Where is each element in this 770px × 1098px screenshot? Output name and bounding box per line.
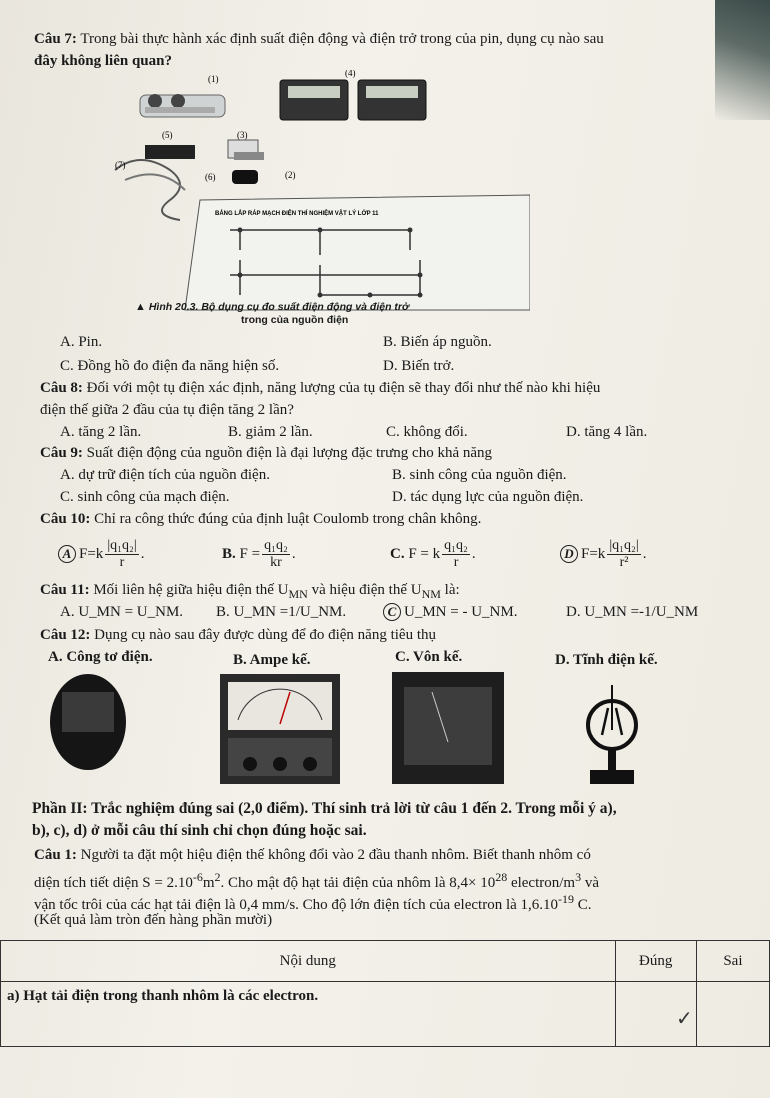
q12-line1: Câu 12: Dụng cụ nào sau đây được dùng để đo điện năng tiêu thụ (40, 627, 436, 643)
fig-label-5: (5) (162, 130, 173, 140)
fig-label-7: (7) (115, 160, 126, 170)
fig-label-2: (2) (285, 170, 296, 180)
p2q1-line4: (Kết quả làm tròn đến hàng phần mười) (34, 912, 273, 928)
q7-title: Câu 7: (34, 31, 77, 47)
q8-line2: điện thế giữa 2 đầu của tụ điện tăng 2 lần? (40, 402, 294, 418)
q9-option-d[interactable]: D. tác dụng lực của nguồn điện. (392, 489, 584, 505)
figure-caption-2: trong của nguồn điện (241, 314, 349, 326)
p2q1-line3: vận tốc trôi của các hạt tải điện là 0,4 mm/s. Cho độ lớn điện tích của electron là $1,6.10^{-19}$ C. (34, 892, 592, 913)
table-header-false: Sai (696, 941, 769, 982)
battery-pack-image (140, 94, 225, 117)
selected-circle-mark: C (383, 603, 401, 621)
fig-label-3: (3) (237, 130, 248, 140)
switch-image (232, 170, 258, 184)
table-cell-false[interactable] (696, 982, 769, 1047)
table-header-content: Nội dung (1, 941, 616, 982)
table-header-true: Đúng (615, 941, 696, 982)
board-label: BẢNG LẮP RÁP MẠCH ĐIỆN THÍ NGHIỆM VẬT LÝ LỚP 11 (215, 211, 379, 217)
q11-option-c[interactable]: C U_MN = - U_NM. (383, 603, 517, 621)
q9-option-c[interactable]: C. sinh công của mạch điện. (60, 489, 230, 505)
q9-option-a[interactable]: A. dự trữ điện tích của nguồn điện. (60, 467, 270, 483)
circuit-board-image (185, 195, 530, 310)
fig-label-4: (4) (345, 70, 356, 78)
part2-heading-line2: b), c), d) ở mỗi câu thí sinh chỉ chọn đúng hoặc sai. (32, 822, 367, 839)
q7-option-b[interactable]: B. Biến áp nguồn. (383, 334, 492, 350)
selected-circle-mark: D (560, 545, 578, 563)
q7-line2: đây không liên quan? (34, 53, 172, 69)
q8-option-c[interactable]: C. không đổi. (386, 424, 468, 440)
q8-option-a[interactable]: A. tăng 2 lần. (60, 424, 142, 440)
electric-meter-image (48, 672, 128, 772)
q9-line1: Câu 9: Suất điện động của nguồn điện là đại lượng đặc trưng cho khả năng (40, 445, 493, 461)
q8-option-d[interactable]: D. tăng 4 lần. (566, 424, 648, 440)
table-row-content: a) Hạt tải điện trong thanh nhôm là các electron. (1, 982, 616, 1047)
true-false-table (0, 940, 770, 1047)
q12-option-d[interactable]: D. Tĩnh điện kế. (555, 652, 658, 668)
q10-option-a[interactable]: A F=k $\frac{\text{|q₁q₂|}}{r}$ . (58, 538, 144, 571)
p2q1-line2: diện tích tiết diện $S = 2.10^{-6}m^2$. Cho mật độ hạt tải điện của nhôm là $8,4\times 10^{28}$ electron/$m^3$ và (34, 870, 600, 891)
figure-caption-1: ▲ Hình 20.3. Bộ dụng cụ đo suất điện động và điện trở (135, 301, 410, 313)
resistor-image (145, 140, 264, 160)
q7-text: Trong bài thực hành xác định suất điện động và điện trở trong của pin, dụng cụ nào sau (80, 31, 604, 47)
equipment-figure (110, 70, 530, 315)
check-mark-icon: ✓ (676, 1006, 693, 1030)
q7-line1 (34, 30, 604, 48)
q10-option-d[interactable]: D F=k $\frac{\text{|q₁q₂|}}{\text{r²}}$ . (560, 538, 646, 571)
q11-line1: Câu 11: Mối liên hệ giữa hiệu điện thế $U_{MN}$ và hiệu điện thế $U_{NM}$ là: (40, 582, 460, 601)
q9-option-b[interactable]: B. sinh công của nguồn điện. (392, 467, 567, 483)
q11-option-b[interactable]: B. U_MN =1/U_NM. (216, 604, 347, 620)
p2q1-line1: Câu 1: Người ta đặt một hiệu điện thế không đổi vào 2 đầu thanh nhôm. Biết thanh nhôm có (34, 847, 591, 863)
q11-option-d[interactable]: D. U_MN =-1/U_NM (566, 604, 699, 620)
photo-edge-shadow (715, 0, 770, 120)
fig-label-1: (1) (208, 74, 219, 84)
q10-option-c[interactable]: C. F = k $\frac{\text{q₁q₂}}{r}$ . (390, 538, 476, 570)
q8-line1: Câu 8: Đối với một tụ điện xác định, năng lượng của tụ điện sẽ thay đổi như thế nào khi hiệu (40, 380, 601, 396)
electroscope-image (582, 680, 642, 790)
table-row (1, 982, 770, 1047)
q8-option-b[interactable]: B. giảm 2 lần. (228, 424, 313, 440)
q7-option-a[interactable]: A. Pin. (60, 334, 103, 350)
selected-circle-mark: A (58, 545, 76, 563)
q12-option-b[interactable]: B. Ampe kế. (233, 652, 311, 668)
q7-option-c[interactable]: C. Đồng hồ đo điện đa năng hiện số. (60, 358, 280, 374)
ammeter-image (220, 674, 340, 784)
multimeter-image (280, 80, 426, 120)
fig-label-6: (6) (205, 172, 216, 182)
q11-option-a[interactable]: A. U_MN = U_NM. (60, 604, 184, 620)
voltmeter-image (392, 672, 504, 784)
q12-option-c[interactable]: C. Vôn kế. (395, 649, 463, 665)
q7-option-d[interactable]: D. Biến trở. (383, 358, 455, 374)
q10-line1: Câu 10: Chỉ ra công thức đúng của định luật Coulomb trong chân không. (40, 511, 482, 527)
q12-option-a[interactable]: A. Công tơ điện. (48, 649, 153, 665)
part2-heading-line1: Phần II: Trắc nghiệm đúng sai (2,0 điểm). Thí sinh trả lời từ câu 1 đến 2. Trong mỗi ý a), (32, 800, 617, 817)
q10-option-b[interactable]: B. F = $\frac{\text{q₁q₂}}{kr}$ . (222, 538, 296, 570)
table-header-row (1, 941, 770, 982)
